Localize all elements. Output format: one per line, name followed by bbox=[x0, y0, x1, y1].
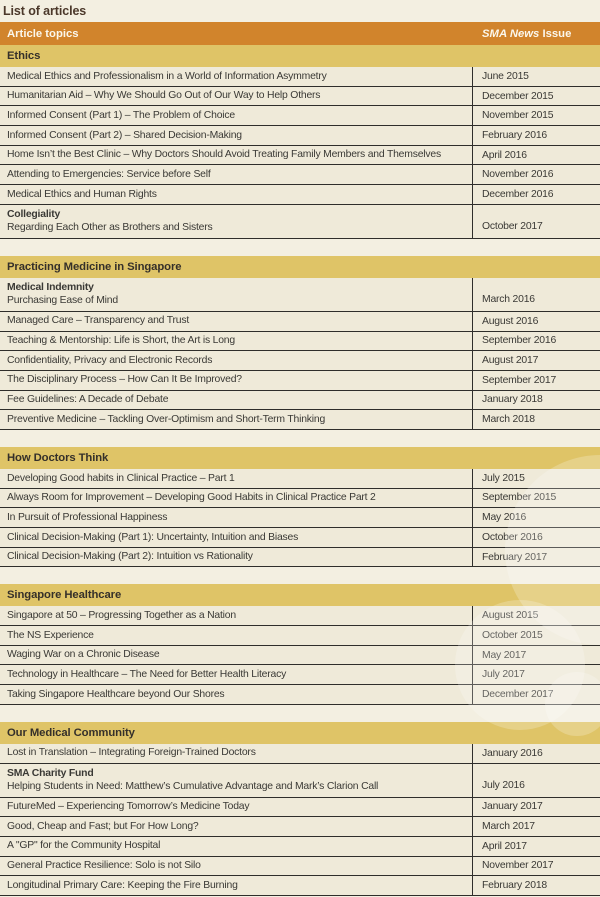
issue-date: May 2017 bbox=[482, 649, 527, 661]
article-cell bbox=[0, 146, 473, 165]
article-title: FutureMed – Experiencing Tomorrow’s Medicine Today bbox=[7, 801, 250, 813]
article-title: Medical Ethics and Professionalism in a World of Information Asymmetry bbox=[7, 70, 327, 82]
issue-cell bbox=[473, 646, 600, 665]
issue-cell bbox=[473, 371, 600, 390]
table-row bbox=[0, 469, 600, 489]
issue-date: August 2016 bbox=[482, 315, 539, 327]
table-row bbox=[0, 126, 600, 146]
issue-date: December 2016 bbox=[482, 188, 554, 200]
issue-date: January 2016 bbox=[482, 747, 543, 759]
issue-cell bbox=[473, 87, 600, 106]
issue-cell bbox=[473, 278, 600, 311]
table-header-row bbox=[0, 22, 600, 45]
issue-date: January 2018 bbox=[482, 394, 543, 406]
issue-cell bbox=[473, 548, 600, 567]
table-row bbox=[0, 508, 600, 528]
article-title: In Pursuit of Professional Happiness bbox=[7, 511, 168, 523]
article-title: Attending to Emergencies: Service before Self bbox=[7, 169, 211, 181]
issue-date: September 2015 bbox=[482, 492, 557, 504]
issue-cell bbox=[473, 606, 600, 625]
issue-cell bbox=[473, 106, 600, 125]
issue-date: January 2017 bbox=[482, 801, 543, 813]
article-title: Lost in Translation – Integrating Foreign-Trained Doctors bbox=[7, 747, 256, 759]
section-header: Ethics bbox=[0, 45, 600, 67]
table-row bbox=[0, 371, 600, 391]
table-row bbox=[0, 278, 600, 312]
article-cell bbox=[0, 876, 473, 895]
section-header: Singapore Healthcare bbox=[0, 584, 600, 606]
column-header-sma-news-issue bbox=[473, 28, 600, 40]
issue-cell bbox=[473, 817, 600, 836]
article-title: Always Room for Improvement – Developing Good Habits in Clinical Practice Part 2 bbox=[7, 492, 376, 504]
article-title: Teaching & Mentorship: Life is Short, the Art is Long bbox=[7, 335, 235, 347]
issue-cell bbox=[473, 508, 600, 527]
table-row bbox=[0, 391, 600, 411]
table-row bbox=[0, 87, 600, 107]
issue-cell bbox=[473, 837, 600, 856]
article-cell bbox=[0, 548, 473, 567]
issue-date: September 2016 bbox=[482, 335, 557, 347]
article-section bbox=[0, 256, 600, 430]
article-title: Clinical Decision-Making (Part 2): Intuition vs Rationality bbox=[7, 551, 253, 563]
article-cell bbox=[0, 67, 473, 86]
issue-cell bbox=[473, 67, 600, 86]
issue-date: February 2018 bbox=[482, 880, 547, 892]
article-title: The NS Experience bbox=[7, 629, 94, 641]
table-row bbox=[0, 876, 600, 896]
article-cell bbox=[0, 126, 473, 145]
issue-cell bbox=[473, 685, 600, 704]
article-title: Humanitarian Aid – Why We Should Go Out of Our Way to Help Others bbox=[7, 90, 321, 102]
article-cell bbox=[0, 391, 473, 410]
article-cell bbox=[0, 371, 473, 390]
column-header-article-topics: Article topics bbox=[7, 27, 79, 40]
issue-cell bbox=[473, 146, 600, 165]
issue-cell bbox=[473, 626, 600, 645]
article-cell bbox=[0, 744, 473, 763]
article-title: A "GP" for the Community Hospital bbox=[7, 840, 161, 852]
issue-cell bbox=[473, 489, 600, 508]
issue-date: November 2016 bbox=[482, 169, 554, 181]
article-title: Helping Students in Need: Matthew’s Cumulative Advantage and Mark’s Clarion Call bbox=[7, 781, 379, 792]
issue-date: October 2016 bbox=[482, 531, 543, 543]
article-cell bbox=[0, 626, 473, 645]
article-cell bbox=[0, 87, 473, 106]
issue-cell bbox=[473, 857, 600, 876]
table-row bbox=[0, 764, 600, 798]
article-heading: SMA Charity Fund bbox=[7, 767, 94, 779]
journal-name-italic: SMA News bbox=[482, 27, 540, 40]
issue-date: June 2015 bbox=[482, 70, 529, 82]
article-title: Technology in Healthcare – The Need for Better Health Literacy bbox=[7, 669, 287, 681]
article-cell bbox=[0, 106, 473, 125]
table-row bbox=[0, 332, 600, 352]
article-title: Informed Consent (Part 2) – Shared Decision-Making bbox=[7, 129, 242, 141]
article-title: Managed Care – Transparency and Trust bbox=[7, 315, 190, 327]
issue-cell bbox=[473, 351, 600, 370]
table-row bbox=[0, 106, 600, 126]
issue-date: February 2017 bbox=[482, 551, 547, 563]
table-row bbox=[0, 646, 600, 666]
article-cell bbox=[0, 685, 473, 704]
table-row bbox=[0, 67, 600, 87]
article-title: Singapore at 50 – Progressing Together as a Nation bbox=[7, 609, 236, 621]
article-heading: Collegiality bbox=[7, 208, 61, 220]
section-header: Practicing Medicine in Singapore bbox=[0, 256, 600, 278]
article-cell bbox=[0, 606, 473, 625]
article-title: Longitudinal Primary Care: Keeping the Fire Burning bbox=[7, 879, 238, 891]
table-row bbox=[0, 528, 600, 548]
table-row bbox=[0, 185, 600, 205]
article-cell bbox=[0, 646, 473, 665]
article-section bbox=[0, 447, 600, 567]
article-cell bbox=[0, 764, 473, 797]
issue-cell bbox=[473, 312, 600, 331]
article-section bbox=[0, 722, 600, 896]
article-cell bbox=[0, 489, 473, 508]
article-title: Taking Singapore Healthcare beyond Our Shores bbox=[7, 688, 225, 700]
issue-date: March 2016 bbox=[482, 294, 535, 306]
table-row bbox=[0, 489, 600, 509]
table-row bbox=[0, 606, 600, 626]
issue-cell bbox=[473, 126, 600, 145]
issue-cell bbox=[473, 165, 600, 184]
article-title: The Disciplinary Process – How Can It Be Improved? bbox=[7, 374, 242, 386]
section-header: How Doctors Think bbox=[0, 447, 600, 469]
issue-date: October 2015 bbox=[482, 629, 543, 641]
issue-date: October 2017 bbox=[482, 221, 543, 233]
issue-date: December 2015 bbox=[482, 90, 554, 102]
table-row bbox=[0, 798, 600, 818]
article-cell bbox=[0, 185, 473, 204]
issue-date: March 2017 bbox=[482, 821, 535, 833]
issue-date: August 2017 bbox=[482, 355, 539, 367]
article-cell bbox=[0, 332, 473, 351]
table-row bbox=[0, 205, 600, 239]
article-cell bbox=[0, 837, 473, 856]
article-title: Medical Ethics and Human Rights bbox=[7, 188, 157, 200]
issue-date: July 2015 bbox=[482, 472, 525, 484]
issue-cell bbox=[473, 528, 600, 547]
article-heading: Medical Indemnity bbox=[7, 281, 94, 293]
issue-cell bbox=[473, 185, 600, 204]
table-row bbox=[0, 548, 600, 568]
issue-cell bbox=[473, 798, 600, 817]
table-row bbox=[0, 817, 600, 837]
article-title: Developing Good habits in Clinical Practice – Part 1 bbox=[7, 472, 235, 484]
table-row bbox=[0, 410, 600, 430]
article-title: Clinical Decision-Making (Part 1): Uncertainty, Intuition and Biases bbox=[7, 531, 299, 543]
issue-date: September 2017 bbox=[482, 374, 557, 386]
table-row bbox=[0, 351, 600, 371]
issue-date: November 2017 bbox=[482, 860, 554, 872]
issue-date: April 2017 bbox=[482, 840, 527, 852]
article-cell bbox=[0, 205, 473, 238]
table-body bbox=[0, 45, 600, 896]
table-row bbox=[0, 146, 600, 166]
article-cell bbox=[0, 312, 473, 331]
article-section bbox=[0, 584, 600, 704]
table-row bbox=[0, 744, 600, 764]
table-row bbox=[0, 685, 600, 705]
article-title: General Practice Resilience: Solo is not Silo bbox=[7, 860, 201, 872]
article-title: Confidentiality, Privacy and Electronic Records bbox=[7, 354, 213, 366]
article-title: Regarding Each Other as Brothers and Sisters bbox=[7, 222, 213, 234]
article-section bbox=[0, 45, 600, 239]
article-cell bbox=[0, 857, 473, 876]
article-title: Good, Cheap and Fast; but For How Long? bbox=[7, 820, 199, 832]
issue-date: May 2016 bbox=[482, 512, 527, 524]
article-cell bbox=[0, 469, 473, 488]
issue-date: August 2015 bbox=[482, 610, 539, 622]
article-cell bbox=[0, 508, 473, 527]
issue-date: April 2016 bbox=[482, 149, 527, 161]
table-row bbox=[0, 857, 600, 877]
issue-cell bbox=[473, 764, 600, 797]
article-title: Preventive Medicine – Tackling Over-Optimism and Short-Term Thinking bbox=[7, 413, 326, 425]
page-title: List of articles bbox=[3, 4, 87, 18]
table-row bbox=[0, 837, 600, 857]
article-title: Informed Consent (Part 1) – The Problem of Choice bbox=[7, 109, 235, 121]
article-cell bbox=[0, 410, 473, 429]
table-row bbox=[0, 165, 600, 185]
issue-cell bbox=[473, 332, 600, 351]
issue-date: February 2016 bbox=[482, 129, 547, 141]
issue-cell bbox=[473, 391, 600, 410]
table-row bbox=[0, 626, 600, 646]
article-cell bbox=[0, 278, 473, 311]
article-cell bbox=[0, 817, 473, 836]
issue-date: March 2018 bbox=[482, 414, 535, 426]
issue-cell bbox=[473, 469, 600, 488]
issue-date: November 2015 bbox=[482, 110, 554, 122]
article-title: Home Isn’t the Best Clinic – Why Doctors Should Avoid Treating Family Members and Themselves bbox=[7, 149, 441, 161]
article-cell bbox=[0, 528, 473, 547]
article-cell bbox=[0, 351, 473, 370]
issue-date: December 2017 bbox=[482, 688, 554, 700]
issue-cell bbox=[473, 410, 600, 429]
article-cell bbox=[0, 165, 473, 184]
issue-cell bbox=[473, 876, 600, 895]
article-title: Waging War on a Chronic Disease bbox=[7, 649, 160, 661]
issue-label: Issue bbox=[539, 27, 572, 40]
section-header: Our Medical Community bbox=[0, 722, 600, 744]
issue-cell bbox=[473, 665, 600, 684]
issue-date: July 2017 bbox=[482, 669, 525, 681]
issue-cell bbox=[473, 744, 600, 763]
article-title: Fee Guidelines: A Decade of Debate bbox=[7, 394, 169, 406]
table-row bbox=[0, 312, 600, 332]
issue-cell bbox=[473, 205, 600, 238]
table-row bbox=[0, 665, 600, 685]
article-cell bbox=[0, 798, 473, 817]
issue-date: July 2016 bbox=[482, 780, 525, 791]
article-title: Purchasing Ease of Mind bbox=[7, 295, 118, 307]
article-cell bbox=[0, 665, 473, 684]
